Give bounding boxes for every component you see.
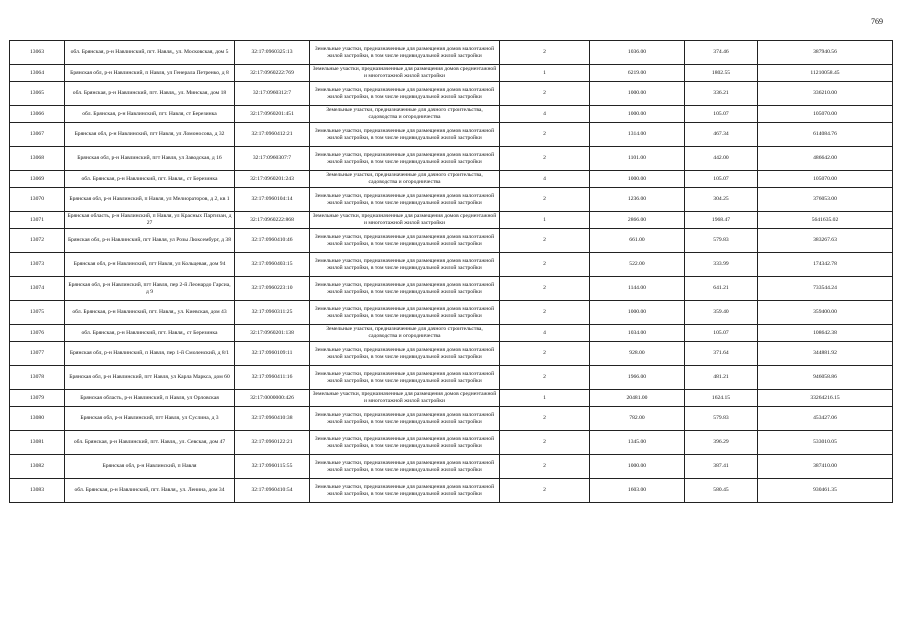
cadastral-number-cell: 32:17:0960325:13	[235, 41, 310, 65]
table-row	[10, 123, 893, 147]
row-number-cell: 13077	[10, 342, 65, 366]
address-cell: Брянская обл, р-н Навлинский, пгт Навля, ул Розы Люксембург, д 38	[65, 229, 235, 253]
row-number-cell: 13079	[10, 390, 65, 407]
group-cell: 2	[500, 407, 590, 431]
specific-value-cell: 359.40	[685, 301, 758, 325]
group-cell: 4	[500, 325, 590, 342]
area-cell: 1036.00	[590, 41, 685, 65]
group-cell: 1	[500, 212, 590, 229]
group-cell: 2	[500, 82, 590, 106]
cadastral-value-cell: 33264216.15	[758, 390, 893, 407]
specific-value-cell: 105.07	[685, 171, 758, 188]
address-cell: обл. Брянская, р-н Навлинский, пгт. Навля,, ул. Московская, дом 5	[65, 41, 235, 65]
cadastral-number-cell: 32:17:0960410:46	[235, 229, 310, 253]
cadastral-value-cell: 946058.86	[758, 366, 893, 390]
cadastral-value-cell: 453427.06	[758, 407, 893, 431]
table-row	[10, 65, 893, 82]
cadastral-number-cell: 32:17:0960222:868	[235, 212, 310, 229]
group-cell: 2	[500, 479, 590, 503]
group-cell: 2	[500, 229, 590, 253]
group-cell: 2	[500, 366, 590, 390]
address-cell: Брянская обл, р-н Навлинский, пгт Навля, ул Кольцевая, дом 94	[65, 253, 235, 277]
cadastral-number-cell: 32:17:0960115:55	[235, 455, 310, 479]
cadastral-number-cell: 32:17:0960109:11	[235, 342, 310, 366]
land-use-cell: Земельные участки, предназначенные для размещения домов среднеэтажной и многоэтажной жилой застройки	[310, 390, 500, 407]
table-row	[10, 325, 893, 342]
group-cell: 2	[500, 188, 590, 212]
address-cell: Брянская обл, р-н Навлинский, пгт Навля, ул Ломоносова, д 32	[65, 123, 235, 147]
address-cell: Брянская область, р-н Навлинский, п Навля, ул Орловская	[65, 390, 235, 407]
cadastral-value-cell: 533010.05	[758, 431, 893, 455]
group-cell: 2	[500, 455, 590, 479]
table-row	[10, 407, 893, 431]
table-row	[10, 342, 893, 366]
address-cell: Брянская обл, р-н Навлинский, п Навля	[65, 455, 235, 479]
land-use-cell: Земельные участки, предназначенные для размещения домов малоэтажной жилой застройки, в том числе индивидуальной жилой застройки	[310, 147, 500, 171]
address-cell: обл. Брянская, р-н Навлинский, пгт. Навля,, ул. Киевская, дом 43	[65, 301, 235, 325]
land-use-cell: Земельные участки, предназначенные для размещения домов среднеэтажной и многоэтажной жилой застройки	[310, 212, 500, 229]
cadastral-value-cell: 174342.78	[758, 253, 893, 277]
area-cell: 1000.00	[590, 455, 685, 479]
cadastral-number-cell: 32:17:0960307:7	[235, 147, 310, 171]
specific-value-cell: 333.99	[685, 253, 758, 277]
table-row	[10, 431, 893, 455]
cadastral-value-table	[9, 40, 893, 503]
address-cell: Брянская область, р-н Навлинский, п Навля, ул Красных Партизан, д 27	[65, 212, 235, 229]
area-cell: 20481.00	[590, 390, 685, 407]
specific-value-cell: 371.64	[685, 342, 758, 366]
area-cell: 522.00	[590, 253, 685, 277]
land-use-cell: Земельные участки, предназначенные для размещения домов малоэтажной жилой застройки, в том числе индивидуальной жилой застройки	[310, 188, 500, 212]
cadastral-value-cell: 11210058.45	[758, 65, 893, 82]
specific-value-cell: 105.07	[685, 325, 758, 342]
specific-value-cell: 579.83	[685, 407, 758, 431]
group-cell: 2	[500, 431, 590, 455]
row-number-cell: 13075	[10, 301, 65, 325]
land-use-cell: Земельные участки, предназначенные для размещения домов среднеэтажной и многоэтажной жилой застройки	[310, 65, 500, 82]
cadastral-number-cell: 32:17:0960311:25	[235, 301, 310, 325]
cadastral-value-cell: 614084.76	[758, 123, 893, 147]
land-use-cell: Земельные участки, предназначенные для размещения домов малоэтажной жилой застройки, в том числе индивидуальной жилой застройки	[310, 253, 500, 277]
specific-value-cell: 396.29	[685, 431, 758, 455]
area-cell: 1236.00	[590, 188, 685, 212]
group-cell: 2	[500, 301, 590, 325]
row-number-cell: 13080	[10, 407, 65, 431]
land-use-cell: Земельные участки, предназначенные для размещения домов малоэтажной жилой застройки, в том числе индивидуальной жилой застройки	[310, 366, 500, 390]
area-cell: 1000.00	[590, 82, 685, 106]
specific-value-cell: 579.83	[685, 229, 758, 253]
row-number-cell: 13067	[10, 123, 65, 147]
table-row	[10, 229, 893, 253]
group-cell: 2	[500, 123, 590, 147]
address-cell: обл. Брянская, р-н Навлинский, пгт. Навля,, ул. Минская, дом 18	[65, 82, 235, 106]
table-row	[10, 147, 893, 171]
land-use-cell: Земельные участки, предназначенные для размещения домов малоэтажной жилой застройки, в том числе индивидуальной жилой застройки	[310, 342, 500, 366]
address-cell: Брянская обл, р-н Навлинский, пгт Навля, ул Заводская, д 16	[65, 147, 235, 171]
area-cell: 1345.00	[590, 431, 685, 455]
area-cell: 1034.00	[590, 325, 685, 342]
table-row	[10, 82, 893, 106]
table-row	[10, 171, 893, 188]
row-number-cell: 13068	[10, 147, 65, 171]
cadastral-value-cell: 108642.38	[758, 325, 893, 342]
area-cell: 1314.00	[590, 123, 685, 147]
row-number-cell: 13083	[10, 479, 65, 503]
address-cell: Брянская обл, р-н Навлинский, п Навля, ул Генерала Петренко, д 8	[65, 65, 235, 82]
specific-value-cell: 467.34	[685, 123, 758, 147]
table-row	[10, 41, 893, 65]
row-number-cell: 13074	[10, 277, 65, 301]
cadastral-number-cell: 32:17:0960403:15	[235, 253, 310, 277]
area-cell: 1000.00	[590, 171, 685, 188]
land-use-cell: Земельные участки, предназначенные для размещения домов малоэтажной жилой застройки, в том числе индивидуальной жилой застройки	[310, 123, 500, 147]
cadastral-number-cell: 32:17:0960410:38	[235, 407, 310, 431]
group-cell: 2	[500, 342, 590, 366]
area-cell: 2866.00	[590, 212, 685, 229]
table-row	[10, 106, 893, 123]
cadastral-value-cell: 387410.00	[758, 455, 893, 479]
row-number-cell: 13066	[10, 106, 65, 123]
cadastral-value-cell: 387940.56	[758, 41, 893, 65]
cadastral-value-cell: 733544.24	[758, 277, 893, 301]
specific-value-cell: 1968.47	[685, 212, 758, 229]
row-number-cell: 13071	[10, 212, 65, 229]
row-number-cell: 13063	[10, 41, 65, 65]
table-row	[10, 390, 893, 407]
address-cell: Брянская обл, р-н Навлинский, п Навля, пер 1-й Смоленский, д 8/1	[65, 342, 235, 366]
address-cell: обл. Брянская, р-н Навлинский, пгт. Навля,, ул. Ленина, дом 34	[65, 479, 235, 503]
area-cell: 1966.00	[590, 366, 685, 390]
address-cell: Брянская обл, р-н Навлинский, пгт Навля, ул Суслина, д 3	[65, 407, 235, 431]
table-row	[10, 366, 893, 390]
page-number: 769	[871, 17, 883, 26]
cadastral-value-cell: 344881.92	[758, 342, 893, 366]
address-cell: Брянская обл, р-н Навлинский, пгт Навля, пер 2-й Леонардо Гарсиа, д 9	[65, 277, 235, 301]
land-use-cell: Земельные участки, предназначенные для размещения домов малоэтажной жилой застройки, в том числе индивидуальной жилой застройки	[310, 229, 500, 253]
address-cell: обл. Брянская, р-н Навлинский, пгт. Навля, ст Березинка	[65, 106, 235, 123]
row-number-cell: 13081	[10, 431, 65, 455]
row-number-cell: 13076	[10, 325, 65, 342]
specific-value-cell: 387.41	[685, 455, 758, 479]
land-use-cell: Земельные участки, предназначенные для размещения домов малоэтажной жилой застройки, в том числе индивидуальной жилой застройки	[310, 301, 500, 325]
cadastral-number-cell: 32:17:0960201:451	[235, 106, 310, 123]
specific-value-cell: 1624.15	[685, 390, 758, 407]
specific-value-cell: 442.00	[685, 147, 758, 171]
cadastral-number-cell: 32:17:0960412:21	[235, 123, 310, 147]
group-cell: 4	[500, 106, 590, 123]
cadastral-value-cell: 376053.00	[758, 188, 893, 212]
group-cell: 2	[500, 147, 590, 171]
area-cell: 6219.00	[590, 65, 685, 82]
specific-value-cell: 580.45	[685, 479, 758, 503]
cadastral-value-cell: 383267.63	[758, 229, 893, 253]
row-number-cell: 13078	[10, 366, 65, 390]
table-row	[10, 212, 893, 229]
area-cell: 1000.00	[590, 301, 685, 325]
land-use-cell: Земельные участки, предназначенные для размещения домов малоэтажной жилой застройки, в том числе индивидуальной жилой застройки	[310, 41, 500, 65]
land-use-cell: Земельные участки, предназначенные для размещения домов малоэтажной жилой застройки, в том числе индивидуальной жилой застройки	[310, 455, 500, 479]
land-use-cell: Земельные участки, предназначенные для дачного строительства, садоводства и огородничества	[310, 106, 500, 123]
row-number-cell: 13072	[10, 229, 65, 253]
row-number-cell: 13073	[10, 253, 65, 277]
row-number-cell: 13082	[10, 455, 65, 479]
address-cell: обл. Брянская, р-н Навлинский, пгт. Навля,, ст Березинка	[65, 325, 235, 342]
cadastral-value-cell: 486642.00	[758, 147, 893, 171]
table-row	[10, 277, 893, 301]
land-use-cell: Земельные участки, предназначенные для дачного строительства, садоводства и огородничества	[310, 171, 500, 188]
area-cell: 1144.00	[590, 277, 685, 301]
cadastral-value-cell: 359400.00	[758, 301, 893, 325]
area-cell: 782.00	[590, 407, 685, 431]
area-cell: 661.00	[590, 229, 685, 253]
cadastral-number-cell: 32:17:0960201:243	[235, 171, 310, 188]
table-body	[10, 41, 893, 503]
group-cell: 1	[500, 390, 590, 407]
land-use-cell: Земельные участки, предназначенные для размещения домов малоэтажной жилой застройки, в том числе индивидуальной жилой застройки	[310, 431, 500, 455]
cadastral-value-cell: 336210.00	[758, 82, 893, 106]
land-use-cell: Земельные участки, предназначенные для размещения домов малоэтажной жилой застройки, в том числе индивидуальной жилой застройки	[310, 479, 500, 503]
address-cell: Брянская обл, р-н Навлинский, п Навля, ул Мелиораторов, д 2, кв 1	[65, 188, 235, 212]
specific-value-cell: 641.21	[685, 277, 758, 301]
cadastral-value-cell: 930461.35	[758, 479, 893, 503]
group-cell: 2	[500, 253, 590, 277]
area-cell: 928.00	[590, 342, 685, 366]
table-row	[10, 301, 893, 325]
address-cell: Брянская обл, р-н Навлинский, пгт Навля, ул Карла Маркса, дом 60	[65, 366, 235, 390]
table-row	[10, 253, 893, 277]
cadastral-number-cell: 32:17:0960201:138	[235, 325, 310, 342]
specific-value-cell: 374.46	[685, 41, 758, 65]
group-cell: 1	[500, 65, 590, 82]
cadastral-number-cell: 32:17:0960312:7	[235, 82, 310, 106]
cadastral-number-cell: 32:17:0960104:14	[235, 188, 310, 212]
cadastral-number-cell: 32:17:0960410:54	[235, 479, 310, 503]
cadastral-number-cell: 32:17:0000000:426	[235, 390, 310, 407]
table-row	[10, 455, 893, 479]
specific-value-cell: 336.21	[685, 82, 758, 106]
row-number-cell: 13070	[10, 188, 65, 212]
area-cell: 1000.00	[590, 106, 685, 123]
specific-value-cell: 304.25	[685, 188, 758, 212]
cadastral-value-cell: 105070.00	[758, 106, 893, 123]
address-cell: обл. Брянская, р-н Навлинский, пгт. Навля,, ул. Севская, дом 47	[65, 431, 235, 455]
cadastral-value-cell: 5641635.02	[758, 212, 893, 229]
cadastral-number-cell: 32:17:0960223:10	[235, 277, 310, 301]
cadastral-number-cell: 32:17:0960122:21	[235, 431, 310, 455]
row-number-cell: 13069	[10, 171, 65, 188]
land-use-cell: Земельные участки, предназначенные для размещения домов малоэтажной жилой застройки, в том числе индивидуальной жилой застройки	[310, 277, 500, 301]
group-cell: 2	[500, 41, 590, 65]
land-use-cell: Земельные участки, предназначенные для размещения домов малоэтажной жилой застройки, в том числе индивидуальной жилой застройки	[310, 407, 500, 431]
address-cell: обл. Брянская, р-н Навлинский, пгт. Навля,, ст Березинка	[65, 171, 235, 188]
cadastral-number-cell: 32:17:0960411:16	[235, 366, 310, 390]
table-row	[10, 188, 893, 212]
group-cell: 2	[500, 277, 590, 301]
row-number-cell: 13064	[10, 65, 65, 82]
cadastral-number-cell: 32:17:0960222:769	[235, 65, 310, 82]
specific-value-cell: 105.07	[685, 106, 758, 123]
area-cell: 1101.00	[590, 147, 685, 171]
row-number-cell: 13065	[10, 82, 65, 106]
specific-value-cell: 1802.55	[685, 65, 758, 82]
cadastral-value-cell: 105070.00	[758, 171, 893, 188]
table-row	[10, 479, 893, 503]
land-use-cell: Земельные участки, предназначенные для дачного строительства, садоводства и огородничества	[310, 325, 500, 342]
land-use-cell: Земельные участки, предназначенные для размещения домов малоэтажной жилой застройки, в том числе индивидуальной жилой застройки	[310, 82, 500, 106]
area-cell: 1603.00	[590, 479, 685, 503]
specific-value-cell: 481.21	[685, 366, 758, 390]
group-cell: 4	[500, 171, 590, 188]
